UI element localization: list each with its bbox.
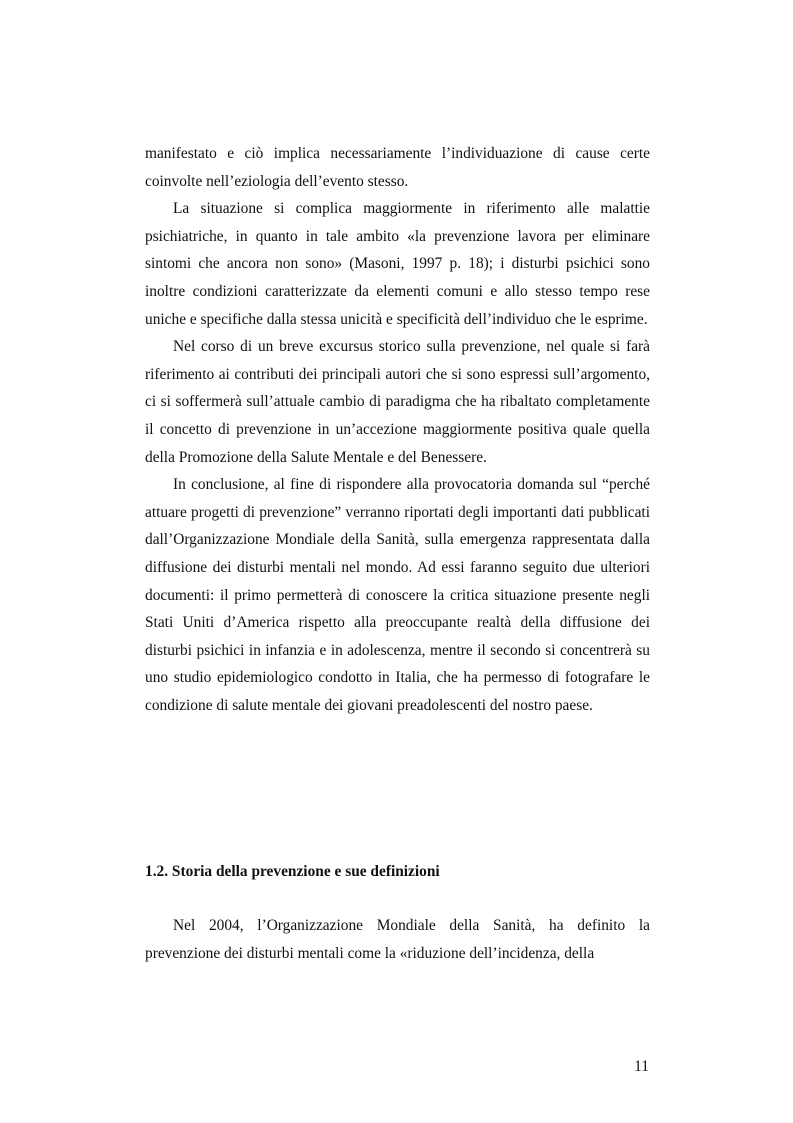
paragraph-historical-excursus: Nel corso di un breve excursus storico sulla prevenzione, nel quale si farà riferimento ai contributi dei principali autori che si sono espressi sull’argomento, ci si soffermerà sull’attuale cambio di paradigma che ha ribaltato completamente il concetto di prevenzione in un’accezione maggiormente positiva quale quella della Promozione della Salute Mentale e del Benessere. — [145, 338, 650, 466]
paragraph-who-definition: Nel 2004, l’Organizzazione Mondiale della Sanità, ha definito la prevenzione dei disturbi mentali come la «riduzione dell’incidenza, della — [145, 917, 650, 962]
section-body-text — [145, 912, 650, 967]
paragraph-conclusion: In conclusione, al fine di rispondere alla provocatoria domanda sul “perché attuare progetti di prevenzione” verranno riportati degli importanti dati pubblicati dall’Organizzazione Mondiale della Sanità, sulla emergenza rappresentata dalla diffusione dei disturbi mentali nel mondo. Ad essi faranno seguito due ulteriori documenti: il primo permetterà di conoscere la critica situazione presente negli Stati Uniti d’America rispetto alla preoccupante realtà della diffusione dei disturbi psichici in infanzia e in adolescenza, mentre il secondo si concentrerà su uno studio epidemiologico condotto in Italia, che ha permesso di fotografare le condizione di salute mentale dei giovani preadolescenti del nostro paese. — [145, 476, 650, 714]
body-text-block — [145, 140, 650, 719]
paragraph-psychiatric-complexity: La situazione si complica maggiormente in riferimento alle malattie psichiatriche, in quanto in tale ambito «la prevenzione lavora per eliminare sintomi che ancora non sono» (Masoni, 1997 p. 18); i disturbi psichici sono inoltre condizioni caratterizzate da elementi comuni e allo stesso tempo rese uniche e specifiche dalla stessa unicità e specificità dell’individuo che le esprime. — [145, 200, 650, 328]
paragraph-continuation: manifestato e ciò implica necessariamente l’individuazione di cause certe coinvolte nell’eziologia dell’evento stesso. — [145, 145, 650, 190]
section-heading: 1.2. Storia della prevenzione e sue definizioni — [145, 863, 440, 880]
page-number: 11 — [634, 1058, 649, 1075]
